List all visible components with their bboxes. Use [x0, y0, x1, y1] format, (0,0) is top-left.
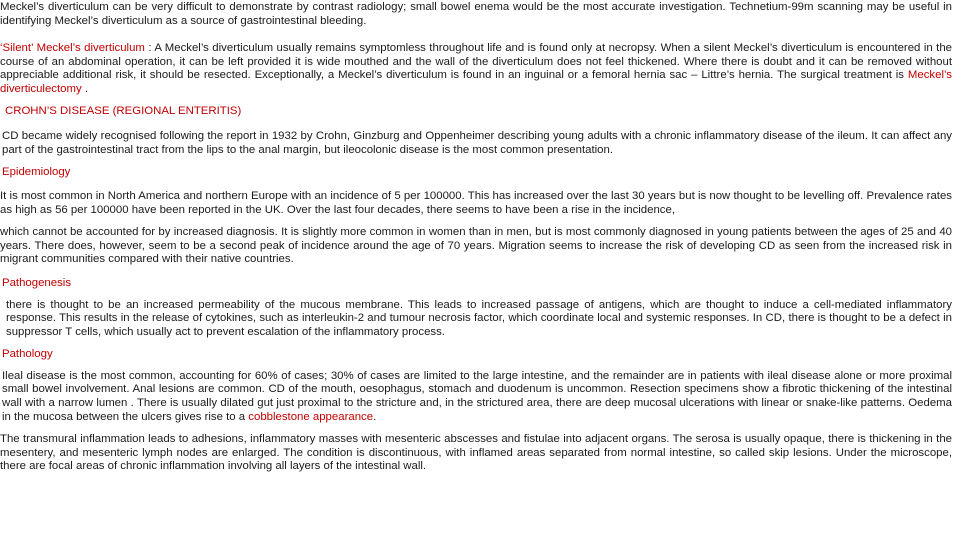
term-meckel-diverticulectomy: Meckel’s diverticulectomy	[0, 69, 952, 95]
paragraph-silent-meckel-end: .	[81, 82, 89, 95]
term-silent-meckel: ‘Silent’ Meckel’s diverticulum	[0, 42, 145, 55]
paragraph-silent-meckel-text: : A Meckel’s diverticulum usually remains symptomless throughout life and is found only at necropsy. When a silent Meckel’s diverticulum is encountered in the course of an abdominal operation, it can be left provided it is wide mouthed and the wall of the diverticulum does not feel thickened. Where there is doubt and it can be removed without appreciable additional risk, it should be resected. Exceptionally, a Meckel’s diverticulum is found in an inguinal or a femoral hernia sac – Littre’s hernia. The surgical treatment is	[0, 42, 952, 82]
paragraph-pathology-distribution	[0, 370, 952, 424]
paragraph-transmural-inflammation: The transmural inflammation leads to adhesions, inflammatory masses with mesenteric abscesses and fistulae into adjacent organs. The serosa is usually opaque, there is thickening in the mesentery, and mesenteric lymph nodes are enlarged. The condition is discontinuous, with inflamed areas separated from normal intestine, so called skip lesions. Under the microscope, there are focal areas of chronic inflammation involving all layers of the intestinal wall.	[0, 433, 952, 473]
paragraph-pathogenesis: there is thought to be an increased permeability of the mucous membrane. This leads to increased passage of antigens, which are thought to induce a cell-mediated inflammatory response. This results in the release of cytokines, such as interleukin-2 and tumour necrosis factor, which coordinate local and systemic responses. In CD, there is thought to be a defect in suppressor T cells, which usually act to prevent escalation of the inflammatory process.	[6, 298, 952, 338]
paragraph-crohn-history: CD became widely recognised following the report in 1932 by Crohn, Ginzburg and Oppenheimer describing young adults with a chronic inflammatory disease of the ileum. It can affect any part of the gastrointestinal tract from the lips to the anal margin, but ileocolonic disease is the most common presentation.	[2, 130, 952, 156]
paragraph-epidemiology-demographics: which cannot be accounted for by increased diagnosis. It is slightly more common in women than in men, but is most commonly diagnosed in young patients between the ages of 25 and 40 years. There does, however, seem to be a second peak of incidence around the age of 70 years. Migration seems to increase the risk of developing CD as seen from the increased risk in migrant communities compared with their native countries.	[0, 226, 952, 266]
paragraph-silent-meckel	[0, 42, 952, 96]
paragraph-epidemiology-incidence: It is most common in North America and northern Europe with an incidence of 5 per 100000. This has increased over the last 30 years but is now thought to be levelling off. Prevalence rates as high as 56 per 100000 have been reported in the UK. Over the last four decades, there seems to have been a rise in the incidence,	[0, 189, 952, 216]
term-cobblestone-appearance: cobblestone appearance	[248, 410, 374, 423]
heading-crohns-disease: CROHN’S DISEASE (REGIONAL ENTERITIS)	[5, 104, 242, 117]
paragraph-pathology-end: .	[373, 410, 377, 423]
paragraph-pathology-text: Ileal disease is the most common, accounting for 60% of cases; 30% of cases are limited to the large intestine, and the remainder are in patients with ileal disease alone or more proximal small bowel involvement. Anal lesions are common. CD of the mouth, oesophagus, stomach and duodenum is uncommon. Resection specimens show a fibrotic thickening of the intestinal wall with a narrow lumen . There is usually dilated gut just proximal to the stricture and, in the strictured area, there are deep mucosal ulcerations with linear or snake-like patterns. Oedema in the mucosa between the ulcers gives rise to a	[2, 369, 952, 423]
heading-pathogenesis: Pathogenesis	[2, 276, 72, 289]
heading-epidemiology: Epidemiology	[2, 166, 71, 179]
heading-pathology: Pathology	[2, 348, 53, 361]
paragraph-meckel-investigation: Meckel’s diverticulum can be very difficult to demonstrate by contrast radiology; small bowel enema would be the most accurate investigation. Technetium-99m scanning may be useful in identifying Meckel’s diverticulum as a source of gastrointestinal bleeding.	[0, 1, 952, 27]
